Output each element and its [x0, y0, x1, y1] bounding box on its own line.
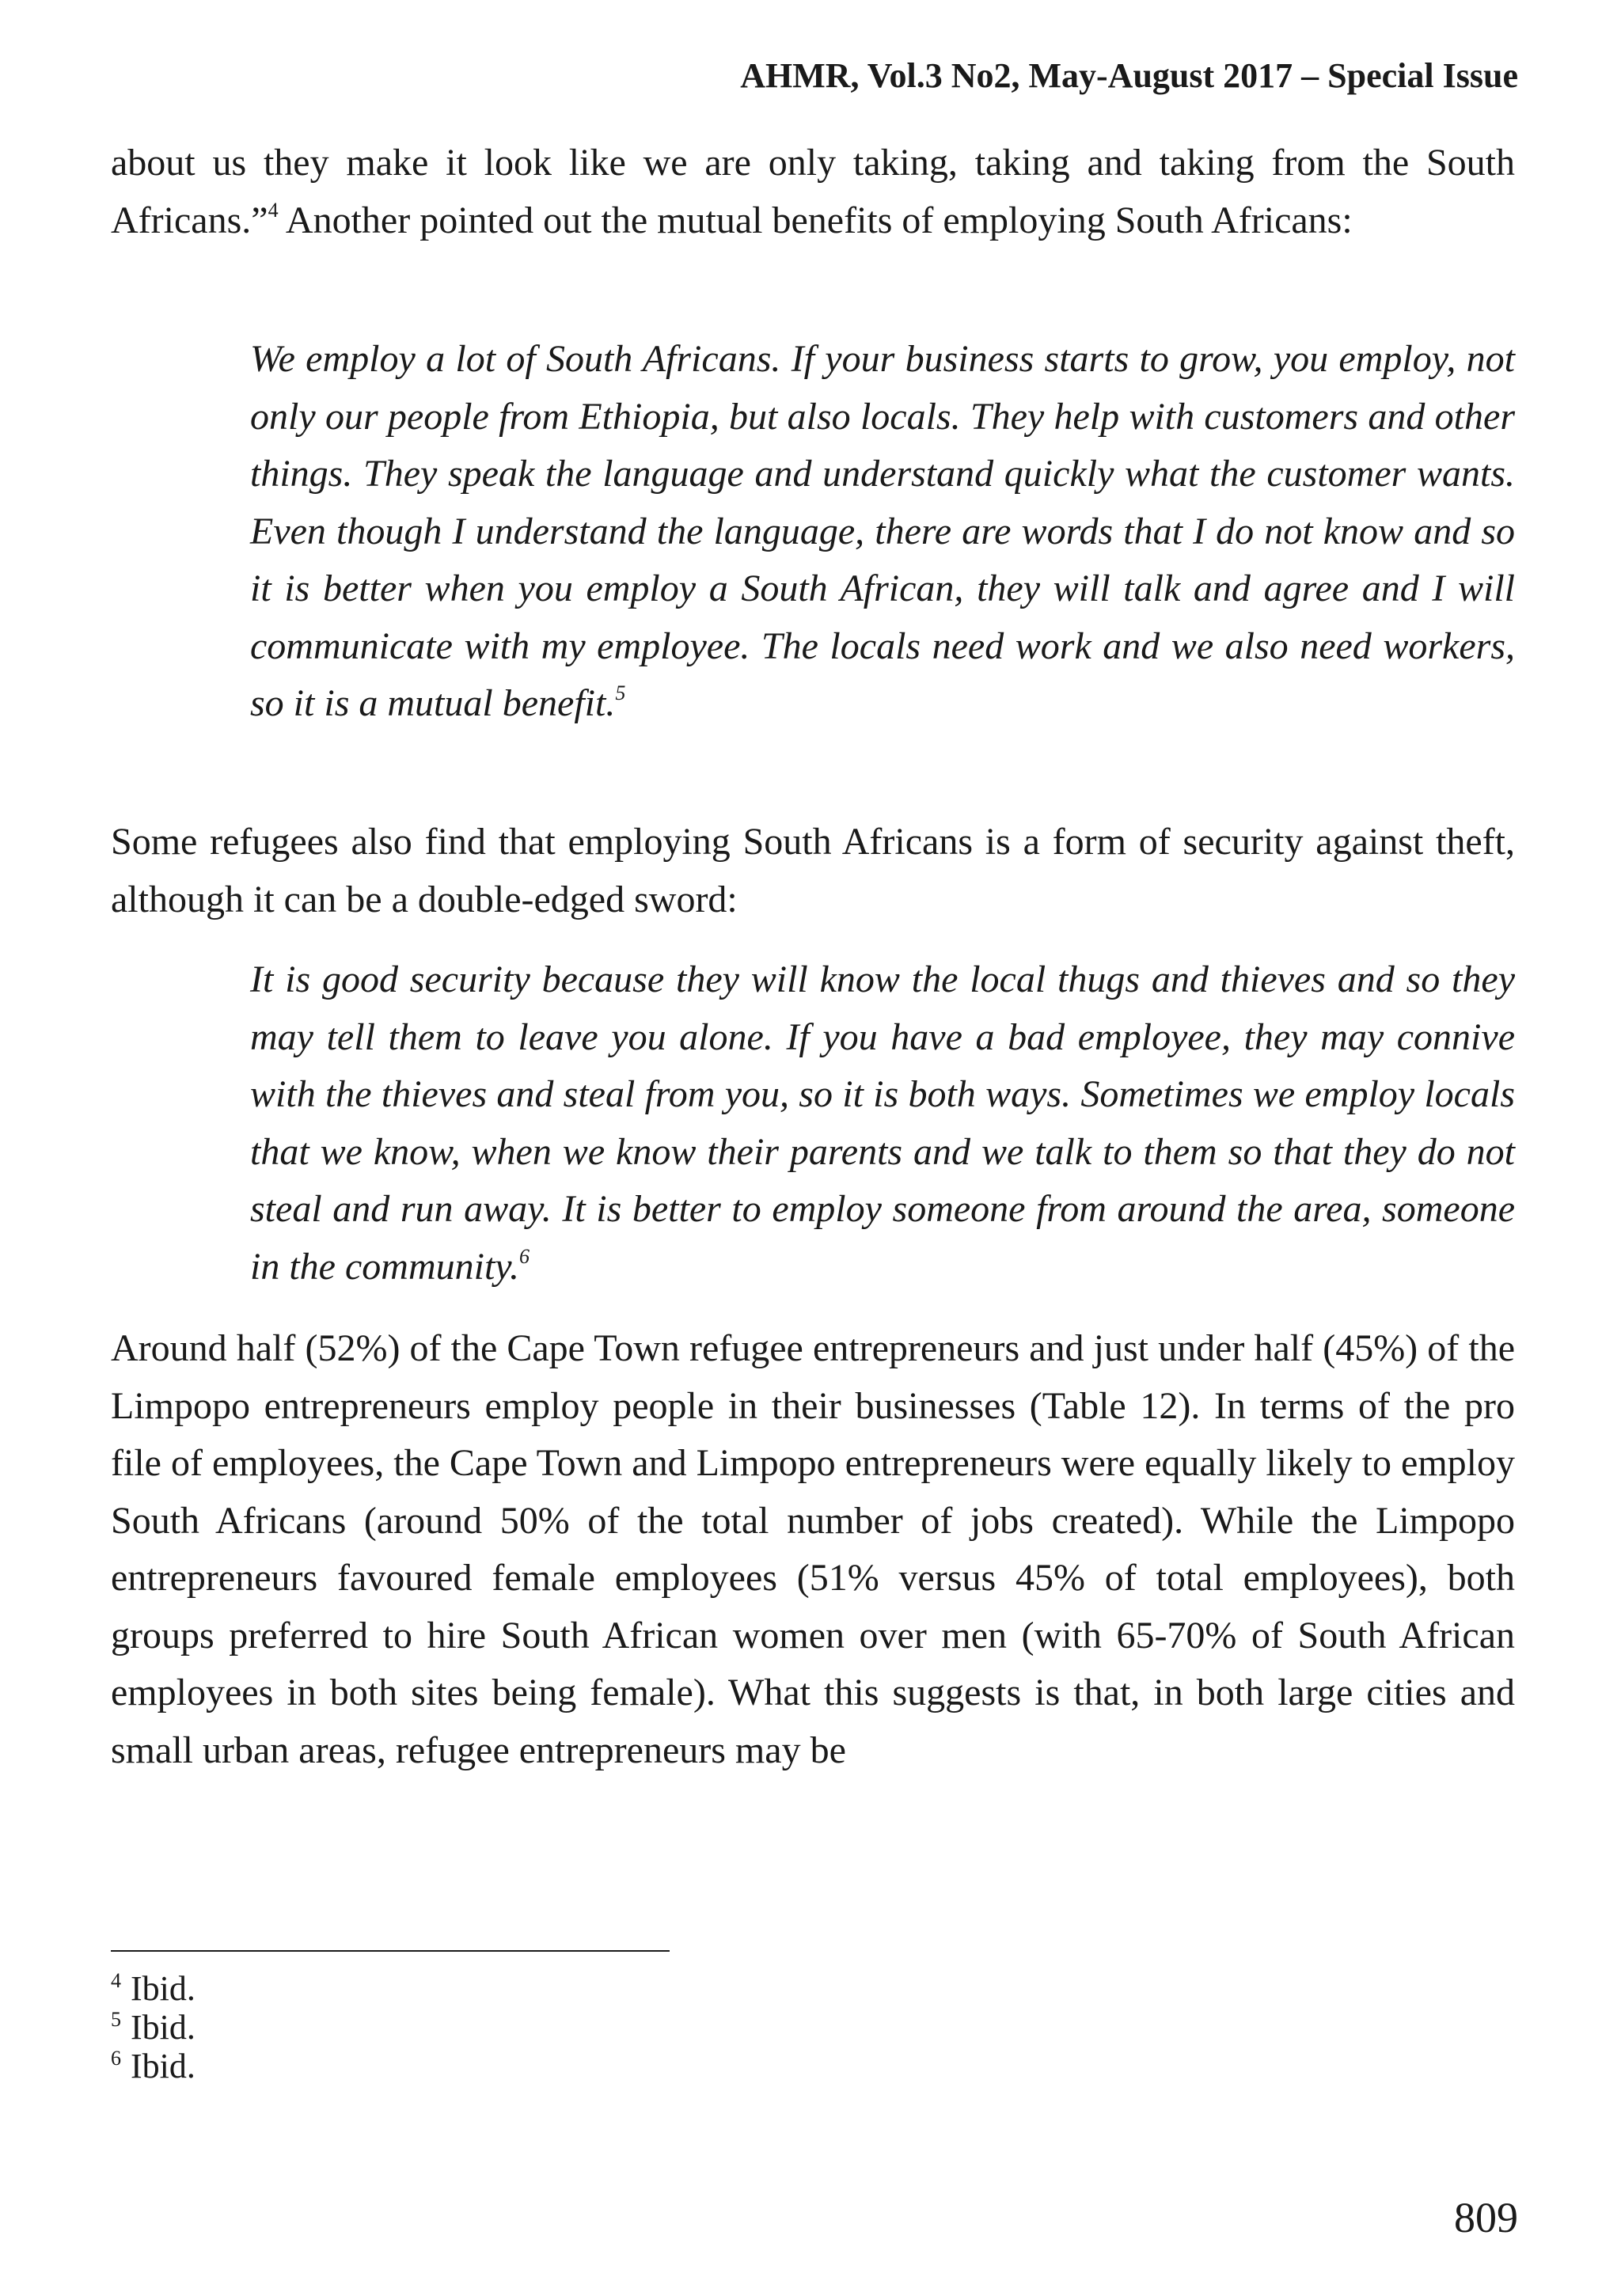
- body-paragraph-2: Some refugees also find that employing South Africans is a form of security against theft, although it can be a double-edged sword:: [111, 821, 1515, 920]
- footnote-separator: [111, 1950, 670, 1952]
- footnotes: [111, 1969, 196, 2085]
- footnote-ref-6[interactable]: 6: [518, 1244, 530, 1268]
- quote-1-text: We employ a lot of South Africans. If your business starts to grow, you employ, not only our people from Ethiopia, but also locals. They help with customers and other things. They speak the language and understand quickly what the customer wants. Even though I understand the language, there are words that I do not know and so it is better when you employ a South African, they will talk and agree and I will communicate with my employee. The locals need work and we also need workers, so it is a mutual benefit.: [250, 338, 1515, 724]
- paragraph-1-text-a: about us they make it look like we are only taking, taking and taking from the South Africans.”: [111, 142, 1515, 241]
- footnote-4: [111, 1969, 196, 2008]
- page-number: 809: [1454, 2194, 1518, 2241]
- footnote-ref-5[interactable]: 5: [615, 681, 626, 704]
- footnote-number: 4: [111, 1969, 121, 1992]
- block-quote-2: [250, 951, 1515, 1296]
- footnote-ref-4[interactable]: 4: [268, 198, 279, 222]
- footnote-number: 5: [111, 2008, 121, 2031]
- block-quote-1: [250, 331, 1515, 733]
- paragraph-1-text-b: Another pointed out the mutual benefits of employing South Africans:: [278, 199, 1353, 241]
- body-paragraph-3: Around half (52%) of the Cape Town refugee entrepreneurs and just under half (45%) of the Limpopo entrepreneurs employ people in their businesses (Table 12). In terms of the pro file of employees, the Cape Town and Limpopo entrepreneurs were equally likely to employ South Africans (around 50% of the total number of jobs created). While the Limpopo entrepreneurs favoured female employees (51% versus 45% of total employees), both groups preferred to hire South African women over men (with 65-70% of South African employees in both sites being female). What this suggests is that, in both large cities and small urban areas, refugee entrepreneurs may be: [111, 1327, 1515, 1771]
- running-header: AHMR, Vol.3 No2, May-August 2017 – Special Issue: [740, 56, 1518, 95]
- footnote-text: Ibid.: [131, 1969, 196, 2008]
- footnote-number: 6: [111, 2047, 121, 2070]
- body-paragraph-1: [111, 135, 1515, 249]
- quote-2-text: It is good security because they will know the local thugs and thieves and so they may tell them to leave you alone. If you have a bad employee, they may connive with the thieves and steal from you, so it is both ways. Sometimes we employ locals that we know, when we know their parents and we talk to them so that they do not steal and run away. It is better to employ someone from around the area, someone in the community.: [250, 958, 1515, 1288]
- footnote-text: Ibid.: [131, 2047, 196, 2085]
- footnote-6: [111, 2047, 196, 2085]
- footnote-5: [111, 2008, 196, 2047]
- footnote-text: Ibid.: [131, 2008, 196, 2047]
